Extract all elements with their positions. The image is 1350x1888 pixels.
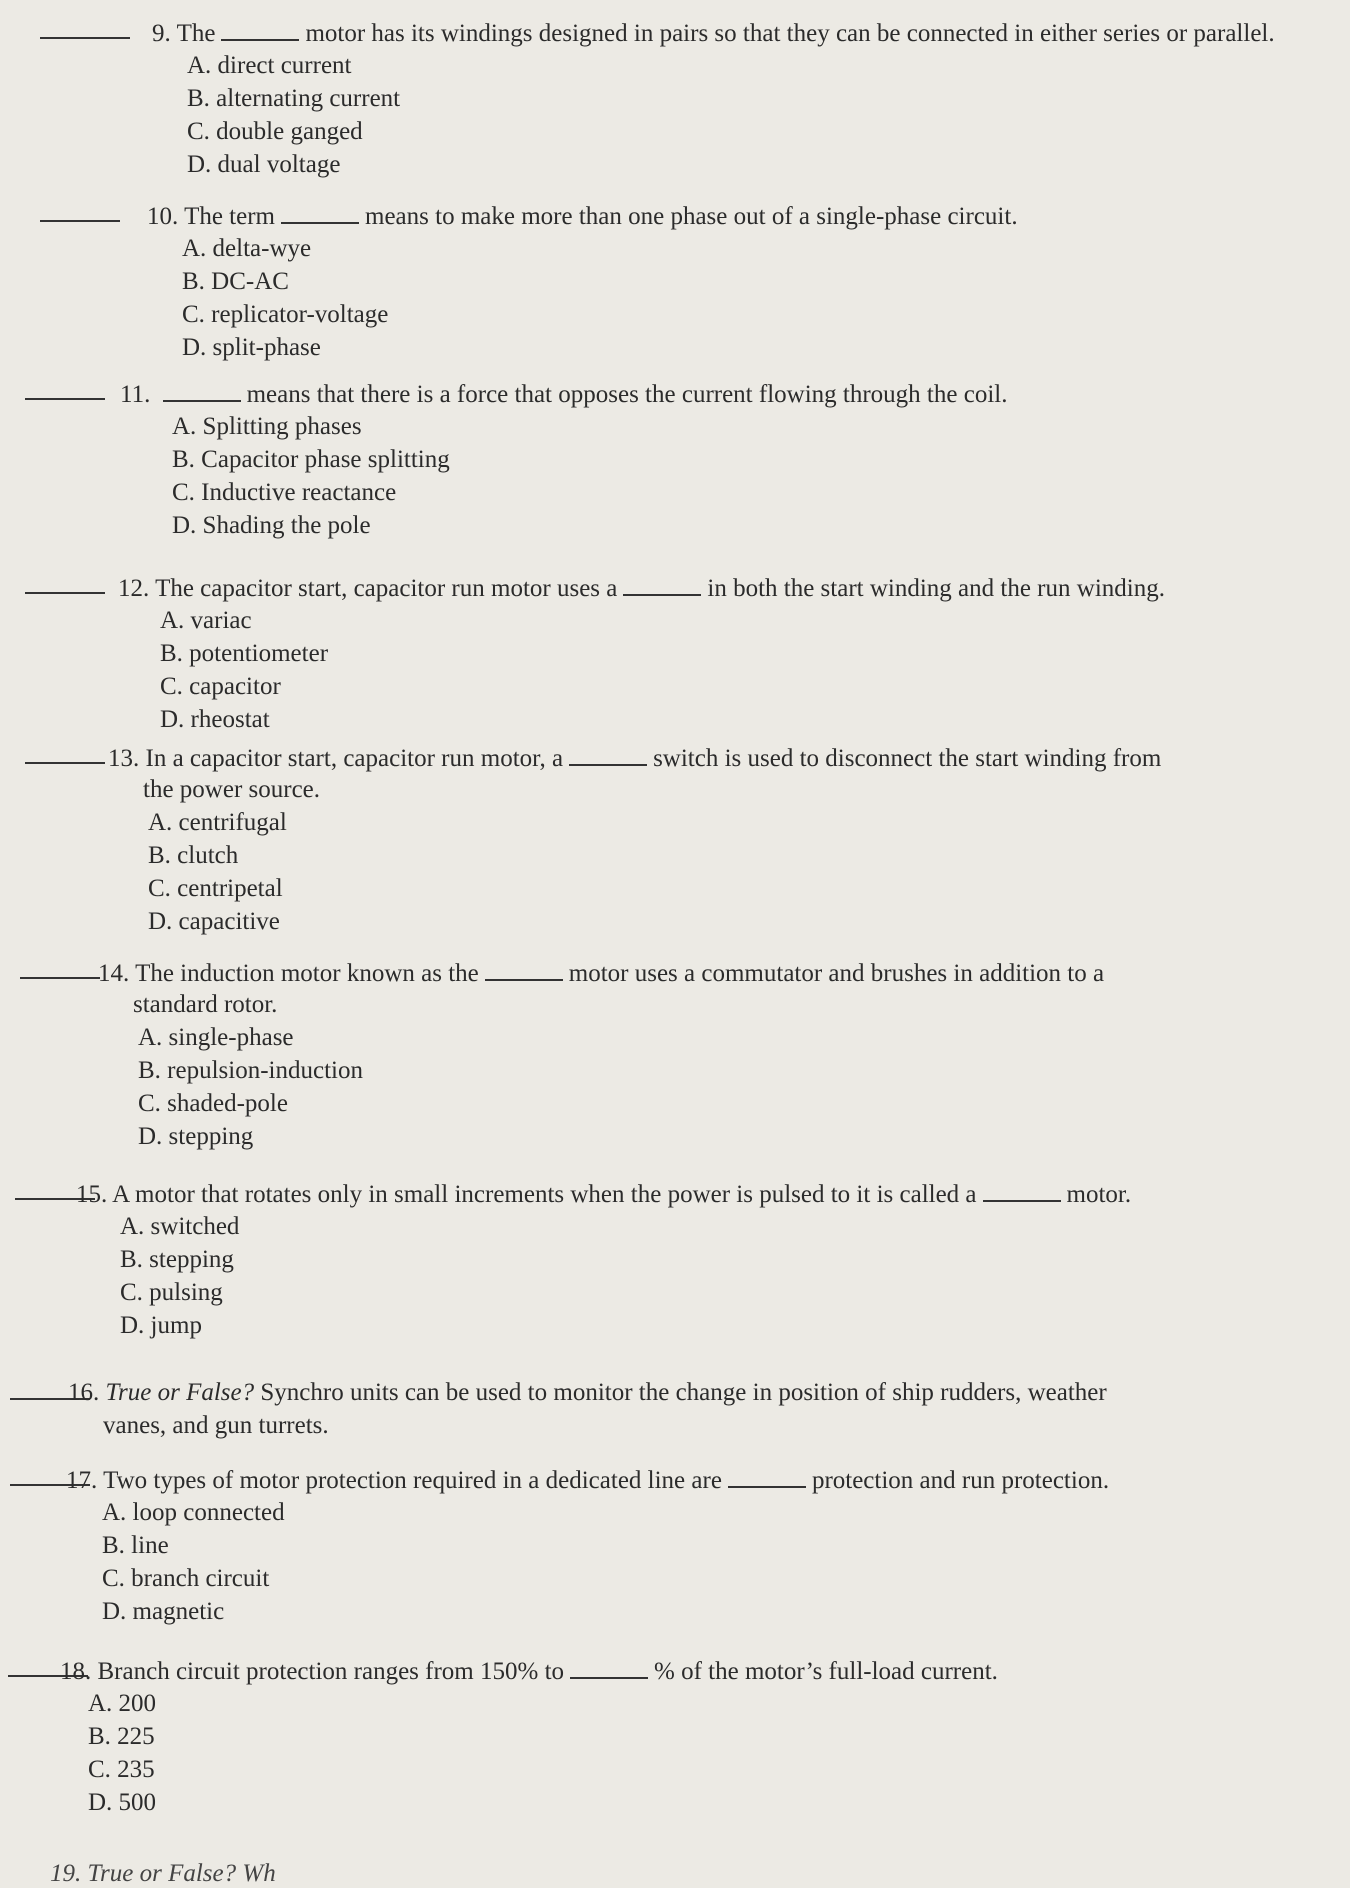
question-text (120, 376, 1007, 412)
fill-in-blank (728, 1462, 806, 1488)
question-text (76, 1176, 1131, 1212)
option-b: B. line (102, 1532, 169, 1559)
question-number: 9. (152, 20, 177, 47)
question-number: 10. (147, 203, 185, 230)
option-a: A. 200 (88, 1690, 157, 1717)
option-c: C. capacitor (160, 673, 281, 700)
stem-before: Two types of motor protection required in a dedicated line are (103, 1467, 722, 1494)
option-d: D. stepping (138, 1123, 254, 1150)
question-text (66, 1462, 1109, 1498)
option-d: D. capacitive (148, 908, 280, 935)
fill-in-blank (281, 198, 359, 224)
option-c: C. branch circuit (102, 1565, 270, 1592)
true-false-label: True or False? (105, 1379, 261, 1406)
option-c: C. shaded-pole (138, 1090, 288, 1117)
stem-after: protection and run protection. (811, 1467, 1110, 1494)
question-text (60, 1653, 998, 1689)
option-c: C. replicator-voltage (182, 301, 389, 328)
question-text (152, 15, 1275, 51)
option-a: A. centrifugal (148, 809, 287, 836)
option-d: D. 500 (88, 1789, 157, 1816)
option-a: A. variac (160, 607, 252, 634)
fill-in-blank (569, 740, 647, 766)
question-16 (0, 1376, 1350, 1442)
stem-before: In a capacitor start, capacitor run motor, a (145, 745, 564, 772)
option-d: D. Shading the pole (172, 512, 371, 539)
question-number: 15. (76, 1181, 113, 1208)
stem-before: The term (184, 203, 275, 230)
option-c: C. Inductive reactance (172, 479, 397, 506)
option-b: B. 225 (88, 1723, 155, 1750)
stem-after: motor. (1066, 1181, 1132, 1208)
option-b: B. potentiometer (160, 640, 329, 667)
stem-after: motor uses a commutator and brushes in addition to a (568, 960, 1105, 987)
stem-before: The (176, 20, 216, 47)
question-text (68, 1376, 1107, 1410)
stem-continuation: the power source. (143, 776, 321, 803)
question-number: 12. (118, 575, 156, 602)
question-number: 13. (108, 745, 146, 772)
stem-continuation: vanes, and gun turrets. (103, 1412, 329, 1439)
stem-before: Synchro units can be used to monitor the change in position of ship rudders, weather (260, 1379, 1107, 1406)
question-13 (0, 740, 1350, 938)
option-d: D. dual voltage (187, 151, 341, 178)
option-c: C. centripetal (148, 875, 283, 902)
stem-continuation: standard rotor. (133, 991, 278, 1018)
fill-in-blank (485, 955, 563, 981)
option-a: A. single-phase (138, 1024, 294, 1051)
question-11 (0, 376, 1350, 542)
stem-after: means that there is a force that opposes the current flowing through the coil. (246, 381, 1008, 408)
question-number: 16. (68, 1379, 106, 1406)
fill-in-blank (983, 1176, 1061, 1202)
stem-before: The induction motor known as the (135, 960, 479, 987)
question-10 (0, 198, 1350, 364)
question-number: 11. (120, 381, 157, 408)
option-b: B. clutch (148, 842, 239, 869)
question-18 (0, 1653, 1350, 1819)
stem-after: in both the start winding and the run winding. (707, 575, 1165, 602)
option-c: C. 235 (88, 1756, 155, 1783)
question-text (147, 198, 1018, 234)
question-text (118, 570, 1165, 606)
option-d: D. jump (120, 1312, 202, 1339)
stem-before: A motor that rotates only in small increments when the power is pulsed to it is called a (112, 1181, 977, 1208)
question-number: 18. (60, 1658, 98, 1685)
option-a: A. loop connected (102, 1499, 285, 1526)
option-d: D. split-phase (182, 334, 321, 361)
option-a: A. delta-wye (182, 235, 312, 262)
option-a: A. Splitting phases (172, 413, 362, 440)
option-d: D. magnetic (102, 1598, 225, 1625)
answer-blank[interactable] (20, 977, 100, 979)
stem-after: % of the motor’s full-load current. (654, 1658, 998, 1685)
question-text (108, 740, 1161, 776)
option-c: C. pulsing (120, 1279, 223, 1306)
option-b: B. stepping (120, 1246, 234, 1273)
answer-blank[interactable] (25, 762, 105, 764)
option-a: A. switched (120, 1213, 240, 1240)
stem-before: Branch circuit protection ranges from 150% to (97, 1658, 565, 1685)
question-14 (0, 955, 1350, 1153)
option-b: B. DC-AC (182, 268, 289, 295)
answer-blank[interactable] (40, 37, 130, 39)
fill-in-blank (163, 376, 241, 402)
question-number: 14. (98, 960, 136, 987)
fill-in-blank (623, 570, 701, 596)
fill-in-blank (570, 1653, 648, 1679)
question-12 (0, 570, 1350, 736)
next-question-fragment: 19. True or False? Wh (50, 1860, 276, 1887)
answer-blank[interactable] (25, 592, 105, 594)
fill-in-blank (221, 15, 299, 41)
option-b: B. alternating current (187, 85, 401, 112)
question-17 (0, 1462, 1350, 1628)
option-b: B. Capacitor phase splitting (172, 446, 450, 473)
answer-blank[interactable] (25, 398, 105, 400)
option-c: C. double ganged (187, 118, 363, 145)
question-9 (0, 15, 1350, 181)
option-a: A. direct current (187, 52, 352, 79)
option-d: D. rheostat (160, 706, 270, 733)
stem-after: means to make more than one phase out of a single-phase circuit. (365, 203, 1018, 230)
stem-before: The capacitor start, capacitor run motor uses a (155, 575, 618, 602)
stem-after: switch is used to disconnect the start winding from (653, 745, 1162, 772)
answer-blank[interactable] (40, 220, 120, 222)
option-b: B. repulsion-induction (138, 1057, 363, 1084)
stem-after: motor has its windings designed in pairs so that they can be connected in either series or parallel. (305, 20, 1275, 47)
question-15 (0, 1176, 1350, 1342)
question-text (98, 955, 1104, 991)
question-number: 17. (66, 1467, 104, 1494)
